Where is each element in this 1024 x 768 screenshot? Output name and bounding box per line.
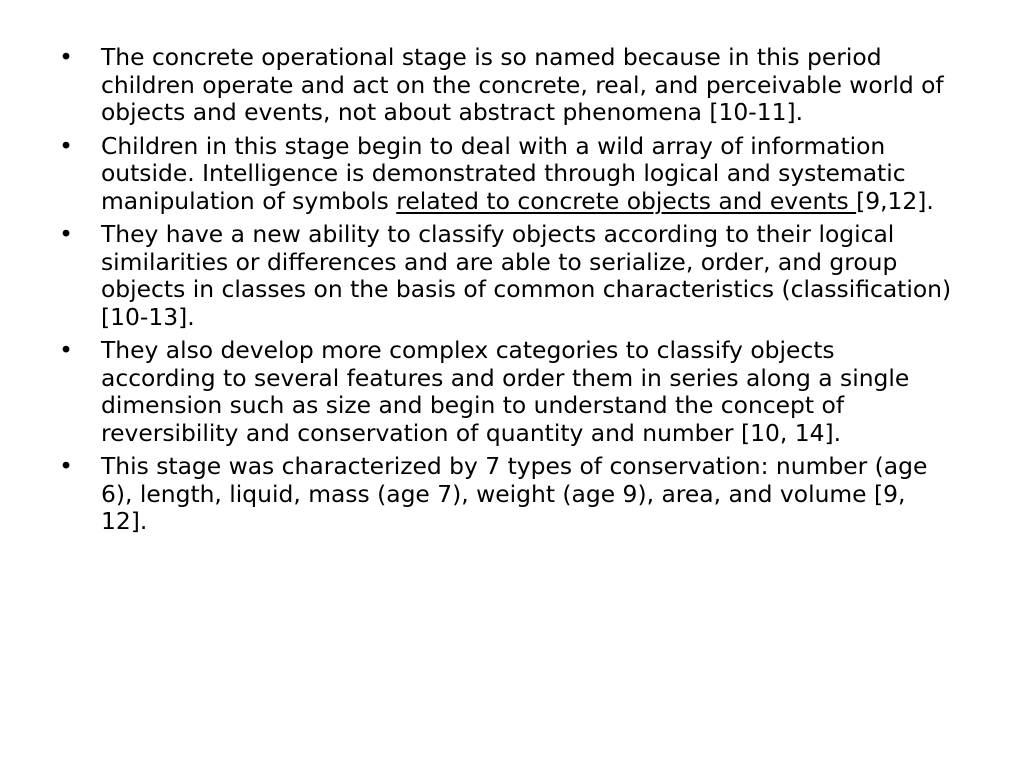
bullet-item: [56, 337, 956, 447]
bullet-icon: •: [59, 43, 73, 71]
bullet-item: [56, 221, 956, 331]
underlined-phrase: related to concrete objects and events: [396, 186, 857, 215]
bullet-item: [56, 44, 956, 127]
bullet-item: [56, 133, 956, 216]
bullet-icon: •: [59, 452, 73, 480]
bullet-list: [56, 44, 956, 542]
bullet-text: They have a new ability to classify objects according to their logical similarities or differences and are able to serialize, order, and group objects in classes on the basis of common characteristics (classification) [10-13].: [101, 220, 952, 331]
bullet-text: This stage was characterized by 7 types of conservation: number (age 6), length, liquid, mass (age 7), weight (age 9), area, and volume [9, 12].: [101, 452, 928, 535]
bullet-text: They also develop more complex categories to classify objects according to several features and order them in series along a single dimension such as size and begin to understand the concept of reversibility and conservation of quantity and number [10, 14].: [101, 336, 910, 447]
bullet-icon: •: [59, 336, 73, 364]
bullet-item: [56, 453, 956, 536]
bullet-icon: •: [59, 131, 73, 160]
bullet-text-citation: [9,12].: [856, 186, 934, 215]
bullet-text: Children in this stage begin to deal with a wild array of information outside. Intelligence is demonstrated through logical and systematic manipulation of symbols: [101, 131, 906, 215]
bullet-text: The concrete operational stage is so named because in this period children operate and act on the concrete, real, and perceivable world of objects and events, not about abstract phenomena [10-11].: [101, 43, 944, 126]
bullet-icon: •: [59, 220, 73, 248]
